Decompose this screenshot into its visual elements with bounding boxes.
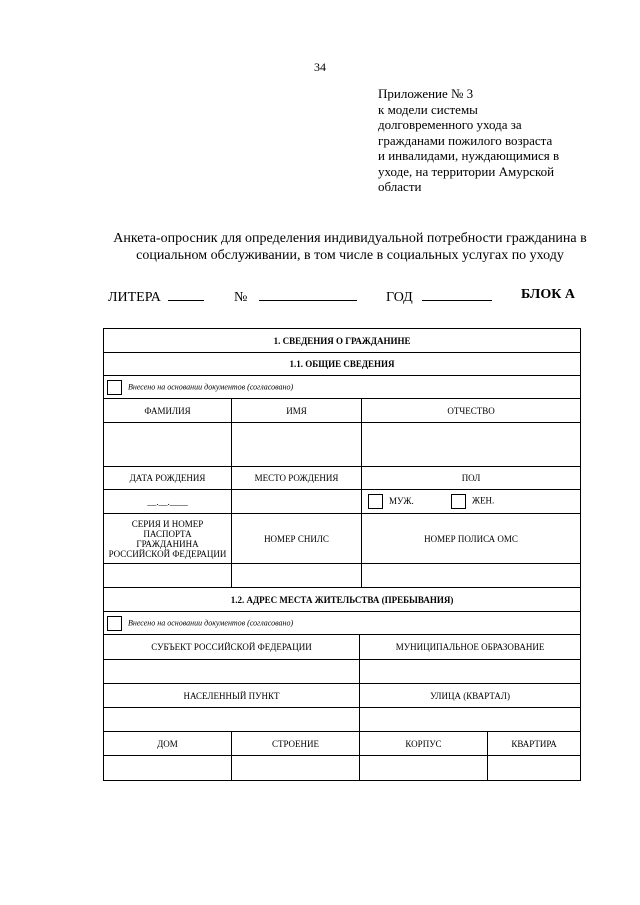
house-input[interactable] (104, 756, 232, 781)
citizen-info-table (103, 328, 581, 781)
block-header: КОРПУС (360, 732, 488, 756)
year-label: ГОД (386, 290, 413, 305)
name-header: ИМЯ (232, 399, 362, 423)
birth-date-header: ДАТА РОЖДЕНИЯ (104, 467, 232, 490)
number-label: № (234, 290, 248, 305)
doc-confirmed-label: Внесено на основании документов (согласовано) (128, 382, 294, 392)
patronymic-header: ОТЧЕСТВО (362, 399, 581, 423)
passport-input[interactable] (104, 564, 232, 588)
surname-header: ФАМИЛИЯ (104, 399, 232, 423)
appendix-line: уходе, на территории Амурской (378, 163, 555, 179)
number-input[interactable] (259, 287, 357, 301)
settlement-input[interactable] (104, 708, 360, 732)
settlement-header: НАСЕЛЕННЫЙ ПУНКТ (104, 684, 360, 708)
street-header: УЛИЦА (КВАРТАЛ) (360, 684, 581, 708)
building-input[interactable] (232, 756, 360, 781)
sex-male-label: МУЖ. (389, 495, 414, 506)
appendix-line: области (378, 179, 422, 194)
municipality-header: МУНИЦИПАЛЬНОЕ ОБРАЗОВАНИЕ (360, 635, 581, 660)
birth-place-input[interactable] (232, 490, 362, 514)
litera-label: ЛИТЕРА (108, 290, 161, 305)
surname-input[interactable] (104, 423, 232, 467)
house-header: ДОМ (104, 732, 232, 756)
block-input[interactable] (360, 756, 488, 781)
snils-input[interactable] (232, 564, 362, 588)
appendix-line: гражданами пожилого возраста (378, 132, 553, 148)
address-doc-confirmed-row (104, 612, 581, 635)
block-label: БЛОК А (521, 287, 575, 302)
year-field (386, 287, 492, 306)
doc-confirmed-row (104, 376, 581, 399)
year-input[interactable] (422, 287, 492, 301)
oms-input[interactable] (362, 564, 581, 588)
patronymic-input[interactable] (362, 423, 581, 467)
appendix-line: Приложение № 3 (378, 86, 474, 101)
appendix-line: долговременного ухода за (378, 117, 522, 132)
passport-header (104, 514, 232, 564)
sex-male-checkbox[interactable] (368, 494, 383, 509)
appendix-line: к модели системы (378, 101, 478, 117)
page-number: 34 (314, 60, 326, 74)
doc-confirmed-checkbox[interactable] (107, 380, 122, 395)
passport-header-line: СЕРИЯ И НОМЕР ПАСПОРТА (131, 518, 204, 539)
appendix-line: и инвалидами, нуждающимися в (378, 148, 560, 163)
oms-header: НОМЕР ПОЛИСА ОМС (362, 514, 581, 564)
birth-date-input[interactable] (104, 490, 232, 514)
municipality-input[interactable] (360, 660, 581, 684)
passport-header-line: ГРАЖДАНИНА (136, 538, 199, 549)
address-doc-confirmed-label: Внесено на основании документов (согласовано) (128, 618, 294, 628)
snils-header: НОМЕР СНИЛС (232, 514, 362, 564)
sex-options (362, 490, 581, 514)
form-header (0, 287, 640, 307)
subsection-title: 1.1. ОБЩИЕ СВЕДЕНИЯ (104, 353, 581, 376)
building-header: СТРОЕНИЕ (232, 732, 360, 756)
appendix-note (378, 86, 618, 195)
form-title (90, 230, 610, 264)
birth-place-header: МЕСТО РОЖДЕНИЯ (232, 467, 362, 490)
subject-header: СУБЪЕКТ РОССИЙСКОЙ ФЕДЕРАЦИИ (104, 635, 360, 660)
passport-header-line: РОССИЙСКОЙ ФЕДЕРАЦИИ (108, 548, 227, 559)
apartment-input[interactable] (488, 756, 581, 781)
subject-input[interactable] (104, 660, 360, 684)
section-title: 1. СВЕДЕНИЯ О ГРАЖДАНИНЕ (104, 329, 581, 353)
form-title-line: Анкета-опросник для определения индивидуальной потребности гражданина в (113, 231, 587, 246)
litera-input[interactable] (168, 287, 204, 301)
apartment-header: КВАРТИРА (488, 732, 581, 756)
litera-field (108, 287, 204, 306)
address-section-title: 1.2. АДРЕС МЕСТА ЖИТЕЛЬСТВА (ПРЕБЫВАНИЯ) (104, 588, 581, 612)
form-title-line: социальном обслуживании, в том числе в социальных услугах по уходу (136, 248, 564, 263)
number-field (234, 287, 357, 306)
address-doc-confirmed-checkbox[interactable] (107, 616, 122, 631)
name-input[interactable] (232, 423, 362, 467)
sex-female-checkbox[interactable] (451, 494, 466, 509)
sex-female-label: ЖЕН. (472, 495, 495, 506)
sex-header: ПОЛ (362, 467, 581, 490)
birth-date-placeholder: __.__.____ (147, 496, 188, 507)
street-input[interactable] (360, 708, 581, 732)
